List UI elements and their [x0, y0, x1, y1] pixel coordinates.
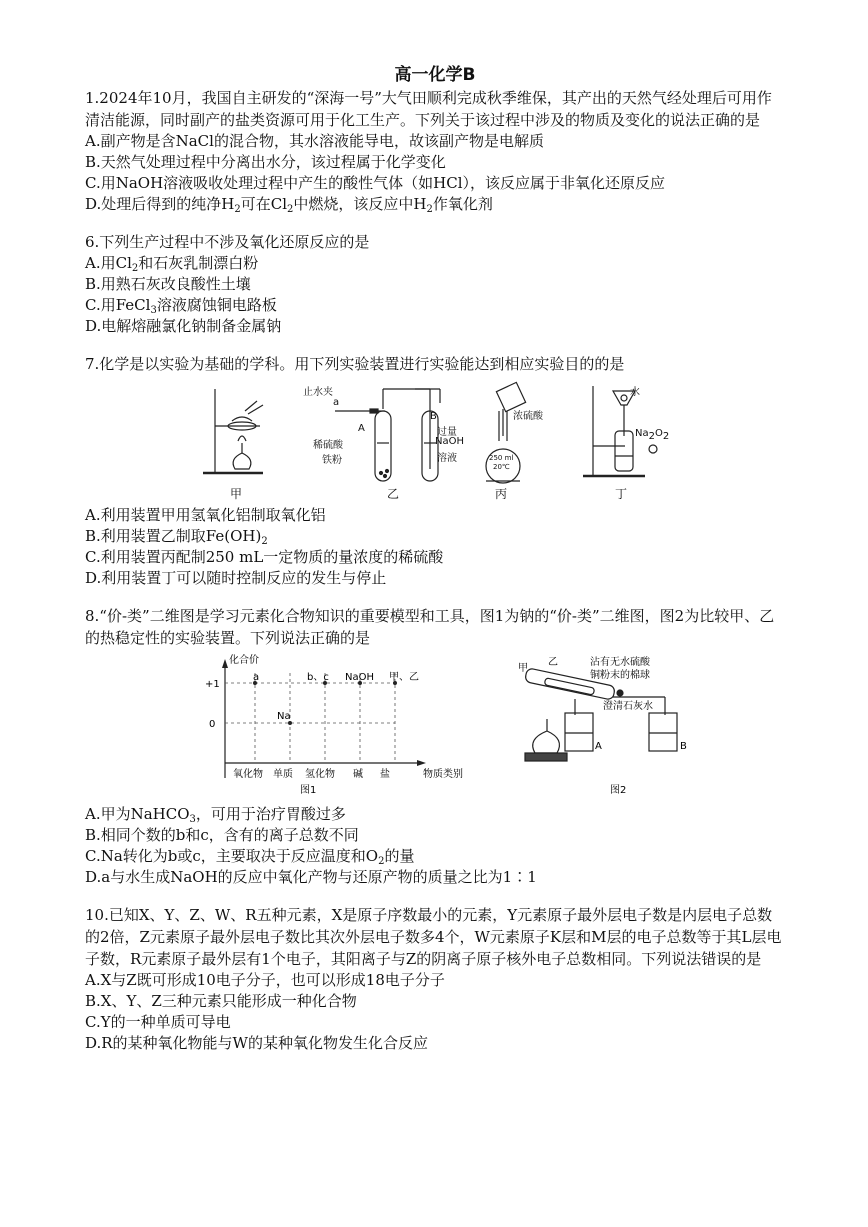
question-8	[85, 605, 785, 888]
question-10-option-d[interactable]: D.R的某种氧化物能与W的某种氧化物发生化合反应	[85, 1034, 428, 1052]
y-axis-arrow	[222, 659, 228, 668]
question-1-option-c[interactable]: C.用NaOH溶液吸收处理过程中产生的酸性气体（如HCl），该反应属于非氧化还原反应	[85, 174, 666, 192]
xtick-oxide: 氧化物	[233, 769, 263, 780]
question-6-option-d[interactable]: D.电解熔融氯化钠制备金属钠	[85, 317, 282, 335]
option-text: B.利用装置乙制取Fe(OH)	[85, 527, 262, 545]
xtick-element: 单质	[273, 769, 293, 780]
option-text: C.Na转化为b或c，主要取决于反应温度和O	[85, 847, 379, 865]
formula-text: Na	[635, 428, 649, 439]
clip-a-label: a	[333, 397, 340, 408]
stopper-label: 止水夹	[303, 387, 333, 398]
question-7-option-a[interactable]: A.利用装置甲用氢氧化铝制取氧化铝	[85, 506, 326, 524]
subscript: 2	[261, 536, 268, 547]
beaker-b-label: B	[680, 741, 687, 752]
question-1	[85, 87, 785, 215]
option-text: A.用Cl	[85, 254, 132, 272]
formula-text: O	[654, 428, 663, 439]
figure-2-caption: 图2	[610, 785, 627, 796]
label-a: a	[253, 672, 260, 683]
subscript: 2	[131, 263, 139, 274]
flask-temp-label: 20℃	[493, 463, 510, 471]
solution-label: 溶液	[437, 453, 457, 464]
figure-row	[85, 653, 785, 798]
label-jia: 甲	[518, 663, 528, 674]
iron-label: 铁粉	[322, 455, 342, 466]
question-10-option-c[interactable]: C.Y的一种单质可导电	[85, 1013, 231, 1031]
question-8-option-b[interactable]: B.相同个数的b和c，含有的离子总数不同	[85, 826, 359, 844]
subscript: 2	[287, 204, 294, 215]
cotton-ball-label-line2: 铜粉末的棉球	[590, 670, 650, 681]
question-8-option-d[interactable]: D.a与水生成NaOH的反应中氧化产物与还原产物的质量之比为1∶1	[85, 868, 537, 886]
question-7	[85, 353, 785, 589]
question-7-option-d[interactable]: D.利用装置丁可以随时控制反应的发生与停止	[85, 569, 387, 587]
subscript: 2	[648, 431, 655, 442]
option-text: C.用FeCl	[85, 296, 151, 314]
question-6-option-a[interactable]	[85, 253, 785, 274]
na2o2-label	[635, 428, 670, 442]
option-text: 和石灰乳制漂白粉	[138, 254, 259, 272]
excess-label: 过量	[437, 427, 457, 438]
apparatus-jia	[203, 389, 263, 473]
tube-a-label: A	[358, 423, 365, 434]
x-axis-label: 物质类别	[423, 769, 463, 780]
tube-b-label: B	[430, 411, 437, 422]
flask-volume-label: 250 ml	[489, 454, 514, 462]
caption-jia: 甲	[230, 487, 243, 501]
option-text: A.甲为NaHCO	[85, 805, 190, 823]
option-text: 溶液腐蚀铜电路板	[156, 296, 277, 314]
question-6	[85, 231, 785, 337]
xtick-base: 碱	[353, 769, 363, 780]
label-bc: b、c	[307, 672, 329, 683]
question-1-stem: 1.2024年10月，我国自主研发的“深海一号”大气田顺利完成秋季维保，其产出的天然气经处理后可用作清洁能源，同时副产的盐类资源可用于化工生产。下列关于该过程中涉及的物质及变化的说法正确的是	[85, 89, 772, 129]
label-naoh: NaOH	[345, 672, 374, 683]
xtick-salt: 盐	[380, 769, 390, 780]
figure-2-apparatus	[515, 653, 715, 798]
caption-yi: 乙	[387, 487, 400, 501]
subscript: 3	[150, 305, 157, 316]
figure-1-caption: 图1	[300, 785, 317, 796]
question-1-option-d[interactable]	[85, 194, 785, 215]
question-10	[85, 904, 785, 1054]
question-10-option-b[interactable]: B.X、Y、Z三种元素只能形成一种化合物	[85, 992, 357, 1010]
question-8-option-a[interactable]	[85, 804, 785, 825]
apparatus-yi	[335, 389, 440, 481]
beaker-a-label: A	[595, 741, 602, 752]
grid-lines	[225, 673, 395, 763]
x-axis-arrow	[417, 760, 426, 766]
label-jia-yi: 甲、乙	[389, 672, 419, 683]
label-yi: 乙	[548, 657, 558, 668]
conc-acid-label: 浓硫酸	[513, 411, 543, 422]
limewater-label: 澄清石灰水	[603, 701, 653, 712]
exam-page	[85, 60, 785, 1070]
option-text: 可在Cl	[240, 195, 287, 213]
option-text: ，可用于治疗胃酸过多	[195, 805, 346, 823]
label-na: Na	[277, 711, 291, 722]
question-6-option-c[interactable]	[85, 295, 785, 316]
question-7-stem: 7.化学是以实验为基础的学科。用下列实验装置进行实验能达到相应实验目的的是	[85, 355, 625, 373]
option-text: 中燃烧，该反应中H	[293, 195, 427, 213]
figure-1-chart	[195, 653, 485, 798]
ytick-0: 0	[209, 719, 216, 730]
naoh-label: NaOH	[435, 436, 464, 447]
question-10-stem: 10.已知X、Y、Z、W、R五种元素，X是原子序数最小的元素，Y元素原子最外层电子数是内层电子总数的2倍，Z元素原子最外层电子数比其次外层电子数多4个，W元素原子K层和M层的电子总数等于其L层电子数，R元素原子最外层有1个电子，其阳离子与Z的阴离子原子核外电子总数相同。下列说法错误的是	[85, 906, 782, 968]
question-10-option-a[interactable]: A.X与Z既可形成10电子分子，也可以形成18电子分子	[85, 971, 445, 989]
y-axis-label: 化合价	[229, 655, 259, 666]
subscript: 2	[234, 204, 241, 215]
caption-bing: 丙	[495, 487, 508, 501]
question-7-option-b[interactable]	[85, 526, 785, 547]
option-text: 的量	[384, 847, 415, 865]
apparatus-figure	[85, 381, 785, 501]
question-8-stem: 8.“价-类”二维图是学习元素化合物知识的重要模型和工具，图1为钠的“价-类”二维图，图2为比较甲、乙的热稳定性的实验装置。下列说法正确的是	[85, 607, 775, 647]
subscript: 2	[662, 431, 670, 442]
question-1-option-a[interactable]: A.副产物是含NaCl的混合物，其水溶液能导电，故该副产物是电解质	[85, 132, 544, 150]
caption-ding: 丁	[615, 487, 628, 501]
ytick-plus1: +1	[205, 679, 220, 690]
option-text: D.处理后得到的纯净H	[85, 195, 235, 213]
question-7-option-c[interactable]: C.利用装置丙配制250 mL一定物质的量浓度的稀硫酸	[85, 548, 444, 566]
option-text: 作氧化剂	[432, 195, 493, 213]
subscript: 2	[426, 204, 433, 215]
water-label: 水	[630, 387, 640, 398]
question-8-option-c[interactable]	[85, 846, 785, 867]
xtick-hydride: 氢化物	[305, 769, 335, 780]
dilute-acid-label: 稀硫酸	[313, 440, 343, 451]
page-title: 高一化学B	[394, 65, 476, 85]
subscript: 2	[378, 856, 385, 867]
question-6-stem: 6.下列生产过程中不涉及氧化还原反应的是	[85, 233, 370, 251]
question-1-option-b[interactable]: B.天然气处理过程中分离出水分，该过程属于化学变化	[85, 153, 446, 171]
cotton-ball-label-line1: 沾有无水硫酸	[590, 657, 650, 668]
subscript: 3	[189, 814, 196, 825]
question-6-option-b[interactable]: B.用熟石灰改良酸性土壤	[85, 275, 251, 293]
